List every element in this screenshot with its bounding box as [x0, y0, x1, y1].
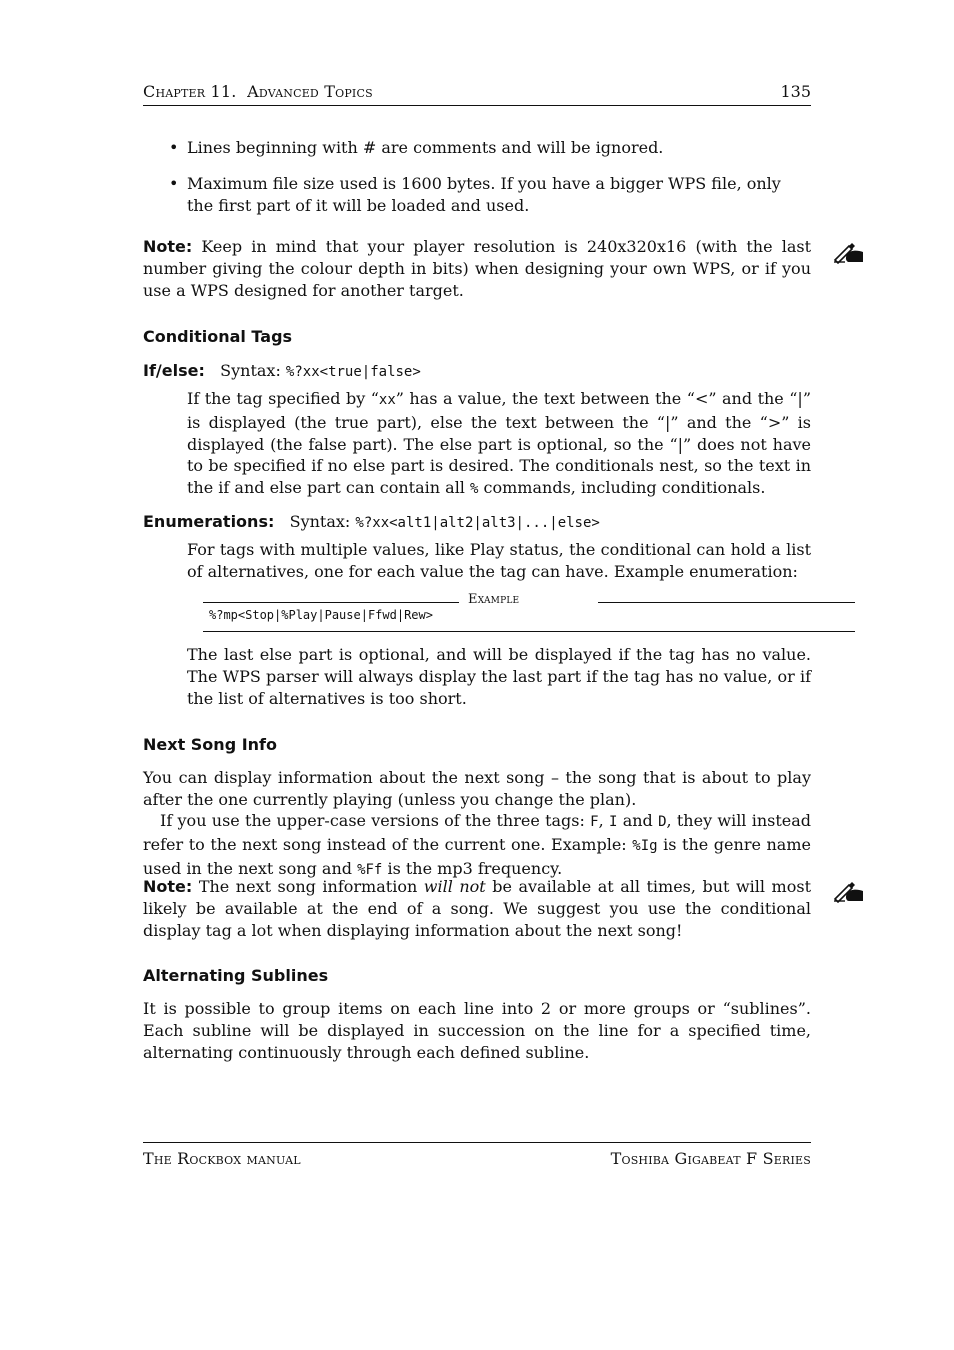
- text-run: is the mp3 frequency.: [382, 858, 563, 878]
- inline-code: xx: [378, 392, 396, 408]
- inline-code: %Ig: [632, 837, 658, 854]
- text-run: If the tag specified by “: [187, 389, 379, 408]
- syntax-prefix: Syntax:: [289, 512, 351, 531]
- text-run: and: [617, 811, 659, 830]
- list-item: [143, 137, 811, 159]
- heading-next-song-info: Next Song Info: [143, 735, 278, 754]
- text-run: commands, including conditionals.: [478, 478, 766, 498]
- chapter-label: Chapter 11.: [143, 82, 237, 101]
- inline-code: I: [608, 814, 618, 830]
- example-rule-bottom: [203, 631, 855, 632]
- syntax-code: %?xx<alt1|alt2|alt3|...|else>: [355, 515, 600, 531]
- emphasis: will not: [423, 877, 486, 896]
- running-head: [143, 81, 373, 103]
- note-resolution: [143, 236, 811, 301]
- note-label: Note:: [143, 877, 193, 896]
- note-next-song: [143, 876, 811, 941]
- next-song-intro: You can display information about the next song – the song that is about to play after the one currently playing (unless you change the plan).: [143, 768, 811, 809]
- enumerations-description: For tags with multiple values, like Play status, the conditional can hold a list of alternatives, one for each value the tag can have. Example enumeration:: [187, 540, 811, 581]
- inline-code: %Ff: [357, 861, 383, 878]
- text-run: If you use the upper-case versions of the three tags:: [160, 811, 591, 830]
- note-label: Note:: [143, 237, 193, 256]
- writing-hand-icon: [833, 240, 867, 264]
- page-header: [143, 81, 811, 106]
- list-item-text: Maximum file size used is 1600 bytes. If you have a bigger WPS file, only the first part of it will be loaded and used.: [187, 173, 781, 215]
- text-run: , they will instead refer to the next song instead of the current one. Example:: [143, 811, 812, 854]
- list-item-text: Lines beginning with # are comments and will be ignored.: [187, 138, 664, 157]
- inline-code: D: [658, 814, 667, 830]
- text-run: be available at all times, but will most likely be available at the end of a song. We suggest you use the conditional display tag a lot when displaying information about the next song!: [143, 877, 812, 940]
- inline-code: F: [590, 814, 599, 830]
- example-label: Example: [468, 592, 520, 607]
- rules-list: [143, 137, 811, 230]
- page-footer: [143, 1142, 811, 1173]
- term-label: If/else:: [143, 361, 205, 380]
- example-rule-right: [598, 602, 855, 603]
- bullet-marker: •: [169, 173, 179, 193]
- text-run: ” has a value, the text between the “<” and the “|” is displayed (the true part), else the text between the “|” and the “>” is displayed (the false part). The else part is optional, so the “|” does not have to be specified if no else part is desired. The conditionals nest, so the text in the if and else part can contain all: [187, 389, 811, 498]
- chapter-title: Advanced Topics: [247, 82, 373, 101]
- bullet-marker: •: [169, 138, 179, 157]
- syntax-code: %?xx<true|false>: [285, 364, 421, 380]
- inline-code: %: [470, 481, 479, 498]
- heading-alternating-sublines: Alternating Sublines: [143, 966, 329, 985]
- sublines-description: It is possible to group items on each line into 2 or more groups or “sublines”. Each subline will be displayed in succession on the line for a specified time, alternating continuously through each defined subline.: [143, 999, 811, 1062]
- writing-hand-icon: [833, 879, 867, 903]
- if-else-description: [187, 388, 811, 501]
- text-run: ,: [598, 811, 609, 830]
- footer-manual-title: The Rockbox manual: [143, 1149, 301, 1168]
- syntax-prefix: Syntax:: [220, 361, 281, 380]
- term-label: Enumerations:: [143, 512, 275, 531]
- example-code: %?mp<Stop|%Play|Pause|Ffwd|Rew>: [209, 608, 433, 622]
- list-item: [143, 173, 811, 217]
- text-run: The next song information: [198, 877, 424, 896]
- example-rule-left: [203, 602, 459, 603]
- enumerations-after: The last else part is optional, and will be displayed if the tag has no value. The WPS parser will always display the last part if the tag has no value, or if the list of alternatives is too short.: [187, 645, 811, 708]
- term-enumerations: [143, 511, 600, 535]
- heading-conditional-tags: Conditional Tags: [143, 327, 293, 346]
- term-if-else: [143, 360, 421, 384]
- example-box: [203, 591, 795, 633]
- note-text: Keep in mind that your player resolution is 240x320x16 (with the last number giving the colour depth in bits) when designing your own WPS, or if you use a WPS designed for another target.: [143, 237, 811, 300]
- next-song-tags: [143, 810, 811, 881]
- page-number: 135: [780, 82, 811, 101]
- text-run: is the genre name used in the next song and: [143, 834, 811, 878]
- manual-page: [143, 0, 811, 1350]
- footer-device-name: Toshiba Gigabeat F Series: [610, 1149, 811, 1168]
